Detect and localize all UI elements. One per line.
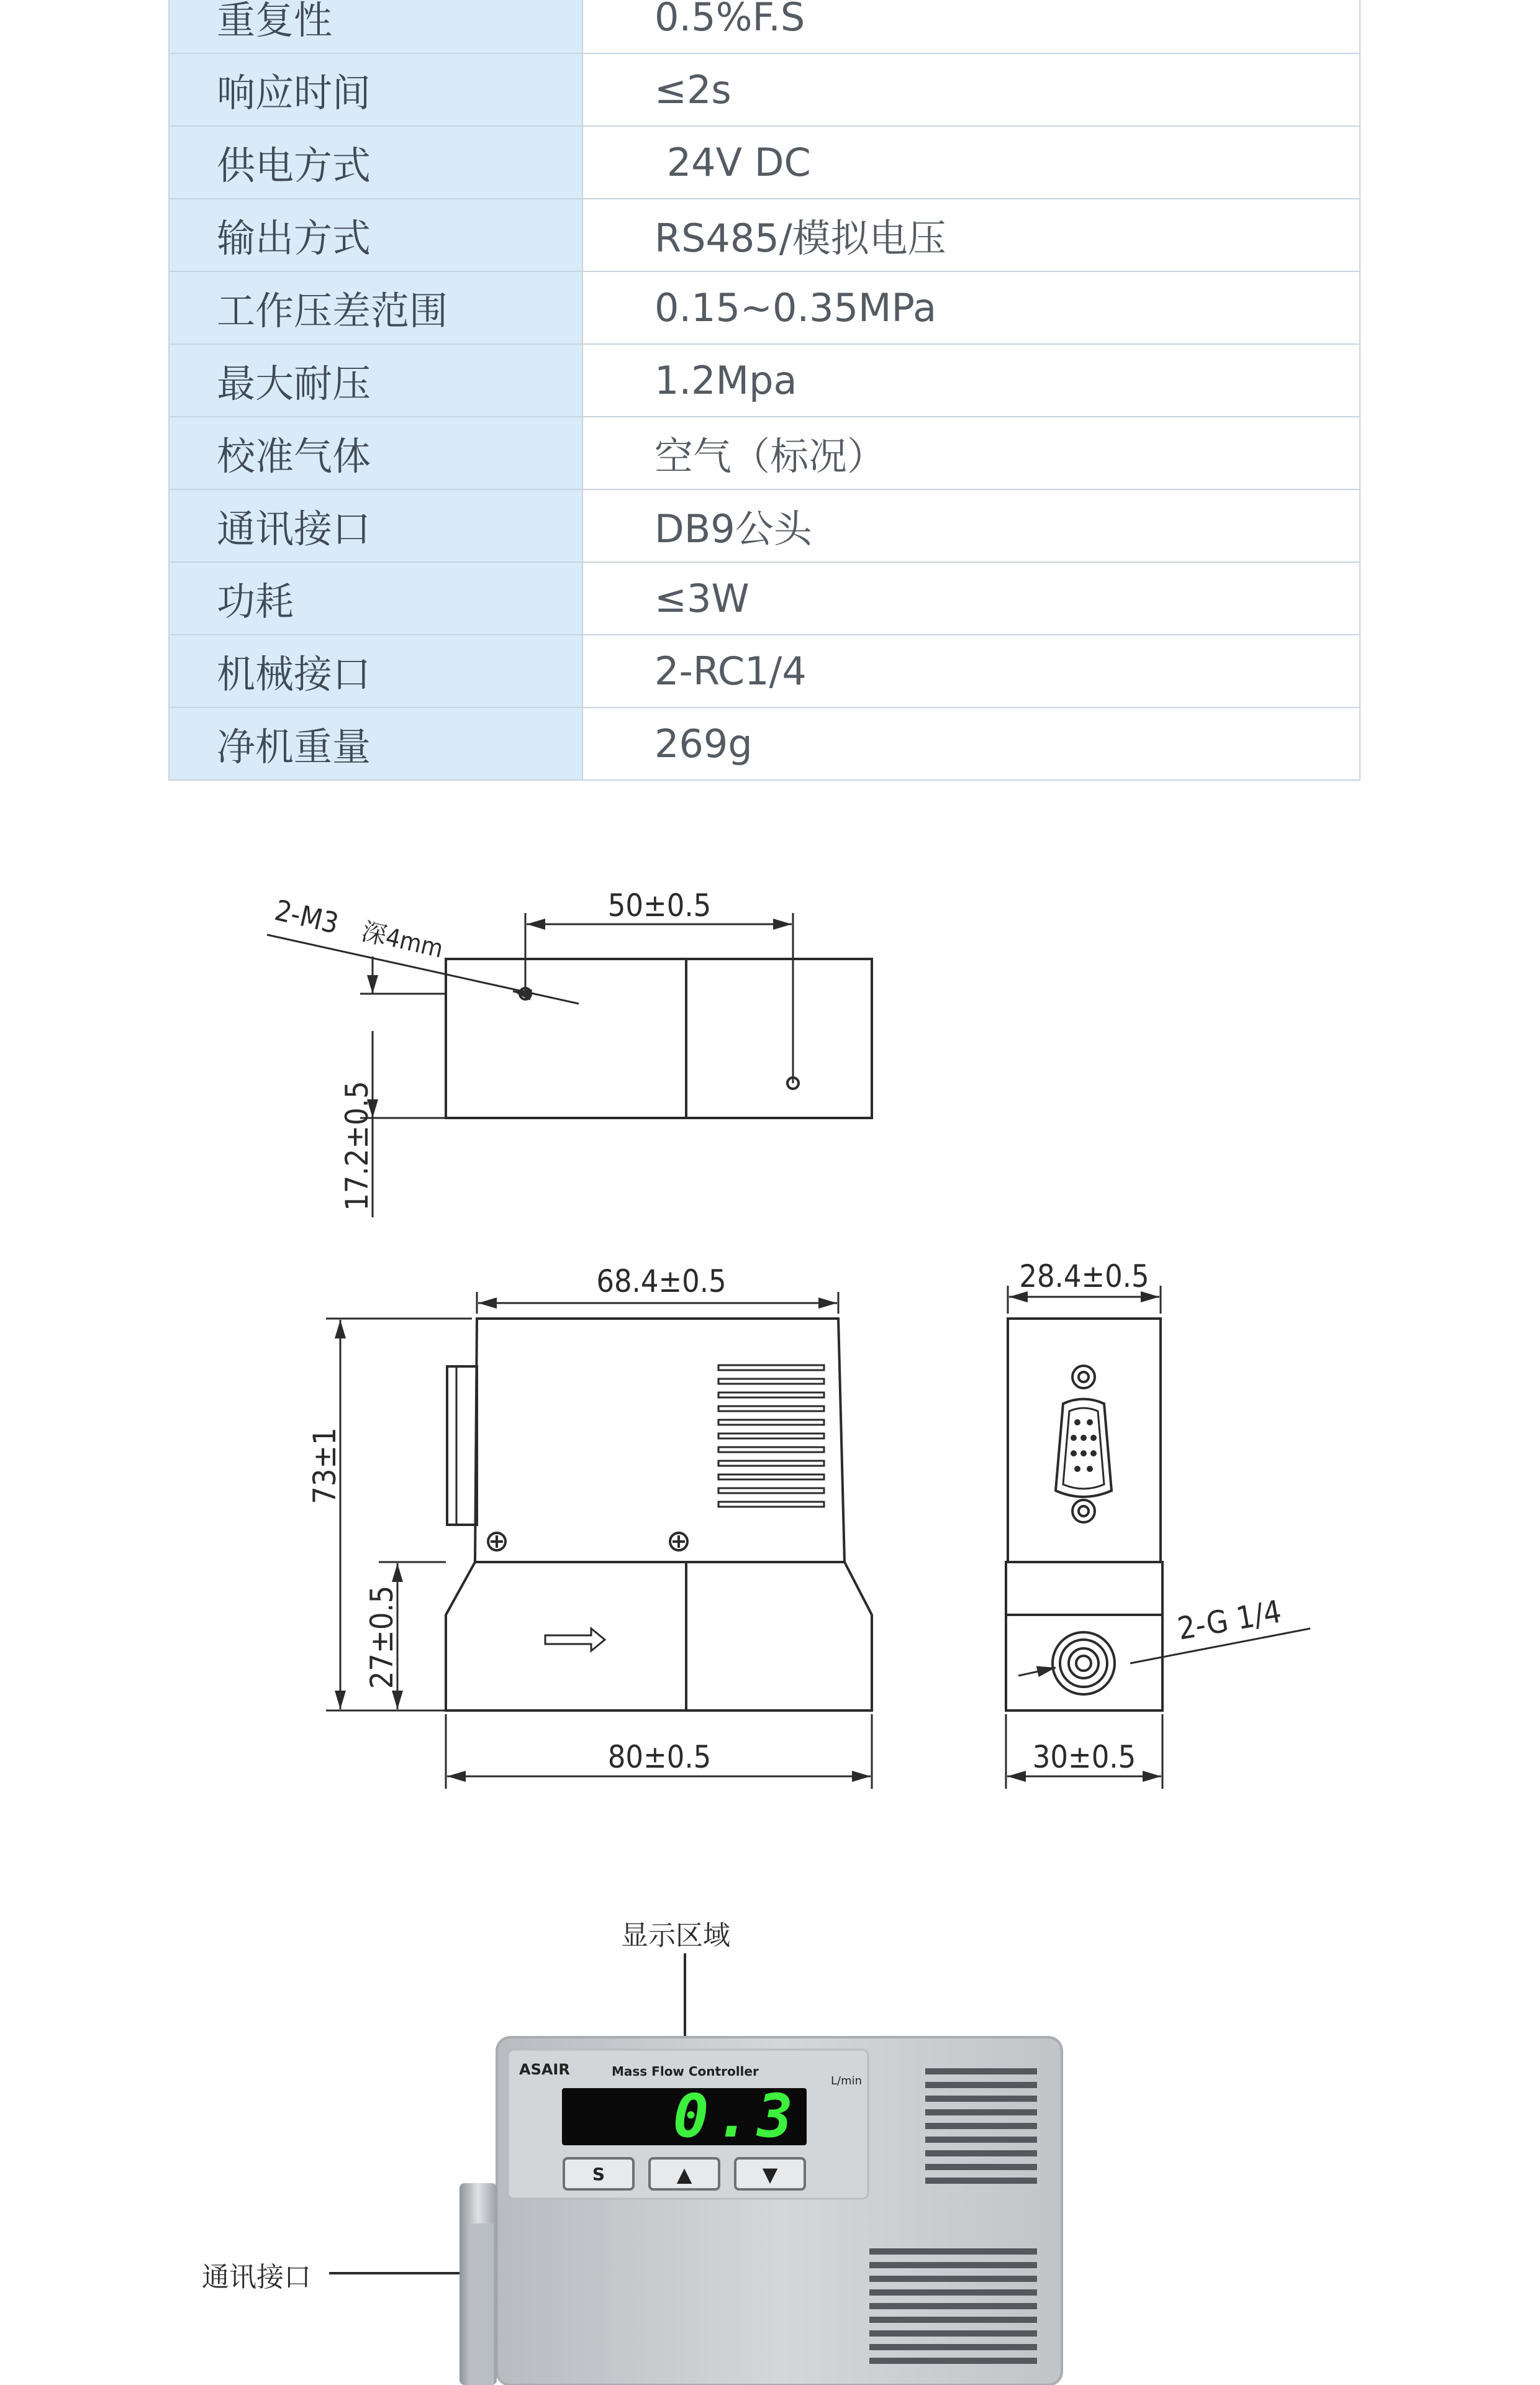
spec-label: 校准气体 xyxy=(169,417,582,489)
model-label: Mass Flow Controller xyxy=(612,2064,759,2079)
spec-row xyxy=(169,562,1360,635)
spec-row xyxy=(169,199,1360,271)
spec-value: ≤2s xyxy=(582,53,1360,126)
spec-table xyxy=(168,0,1361,781)
front-base xyxy=(446,1562,872,1710)
button-down[interactable] xyxy=(735,2158,805,2189)
button-s[interactable] xyxy=(564,2158,633,2189)
spec-value: 0.5%F.S xyxy=(582,0,1360,53)
spec-label: 供电方式 xyxy=(169,126,582,199)
top-height-label: 17.2±0.5 xyxy=(339,1081,375,1211)
comm-port-callout: 通讯接口 xyxy=(202,2261,311,2293)
spec-label: 通讯接口 xyxy=(169,489,582,562)
spec-value: 0.15~0.35MPa xyxy=(582,271,1360,344)
top-view-body xyxy=(446,959,872,1118)
spec-value: 空气（标况） xyxy=(582,417,1360,489)
spec-value: 2-RC1/4 xyxy=(582,635,1360,707)
front-top-width-label: 68.4±0.5 xyxy=(596,1263,727,1299)
front-height-label: 73±1 xyxy=(307,1427,343,1504)
product-photo xyxy=(0,1863,1540,2385)
spec-value: 269g xyxy=(582,707,1360,780)
front-upper-body xyxy=(475,1319,845,1562)
brand-label: ASAIR xyxy=(519,2061,570,2078)
spec-label: 最大耐压 xyxy=(169,344,582,417)
spec-row xyxy=(169,271,1360,344)
spec-value: DB9公头 xyxy=(582,489,1360,562)
button-s-label: S xyxy=(592,2164,605,2184)
spec-value: RS485/模拟电压 xyxy=(582,199,1360,271)
spec-label: 响应时间 xyxy=(169,53,582,126)
spec-row xyxy=(169,489,1360,562)
port-note-label: 2-G 1/4 xyxy=(1175,1593,1284,1647)
db9-screw-top xyxy=(1072,1366,1095,1388)
side-base-width-label: 30±0.5 xyxy=(1032,1739,1136,1775)
front-base-height-label: 27±0.5 xyxy=(364,1585,400,1689)
spec-label: 机械接口 xyxy=(169,635,582,707)
spec-row xyxy=(169,0,1360,53)
spec-row xyxy=(169,344,1360,417)
gas-port-outer xyxy=(1053,1632,1115,1694)
front-view xyxy=(326,1292,872,1789)
flow-direction-arrow xyxy=(545,1629,605,1651)
db9-screw-bottom xyxy=(1072,1500,1095,1522)
spec-label: 输出方式 xyxy=(169,199,582,271)
spec-table-body xyxy=(169,0,1360,780)
spec-label: 重复性 xyxy=(169,0,582,53)
spec-label: 功耗 xyxy=(169,562,582,635)
spec-value: ≤3W xyxy=(582,562,1360,635)
hole-note-a: 2-M3 xyxy=(271,893,342,940)
side-view xyxy=(1006,1286,1310,1789)
front-vent-slots xyxy=(718,1365,824,1507)
side-base xyxy=(1006,1562,1162,1710)
button-down-label: ▼ xyxy=(762,2163,778,2186)
spec-value: 24V DC xyxy=(582,126,1360,199)
spec-label: 净机重量 xyxy=(169,707,582,780)
spec-row xyxy=(169,126,1360,199)
spec-row xyxy=(169,635,1360,707)
button-up-label: ▲ xyxy=(676,2163,692,2186)
front-base-width-label: 80±0.5 xyxy=(607,1739,712,1775)
front-db9-connector xyxy=(447,1366,477,1525)
db9-pins xyxy=(1071,1419,1097,1472)
hole-spacing-label: 50±0.5 xyxy=(607,888,712,924)
spec-row xyxy=(169,53,1360,126)
dimension-drawing xyxy=(0,845,1540,1814)
spec-label: 工作压差范围 xyxy=(169,271,582,344)
side-top-width-label: 28.4±0.5 xyxy=(1019,1258,1149,1294)
led-reading: 0.3 xyxy=(673,2081,799,2151)
button-up[interactable] xyxy=(650,2158,719,2189)
spec-row xyxy=(169,417,1360,489)
unit-label: L/min xyxy=(831,2074,863,2087)
display-area-callout: 显示区域 xyxy=(621,1920,730,1951)
spec-value: 1.2Mpa xyxy=(582,344,1360,417)
dimension-labels xyxy=(272,888,1284,1775)
spec-row xyxy=(169,707,1360,780)
hole-note-b: 深4mm xyxy=(358,917,446,964)
